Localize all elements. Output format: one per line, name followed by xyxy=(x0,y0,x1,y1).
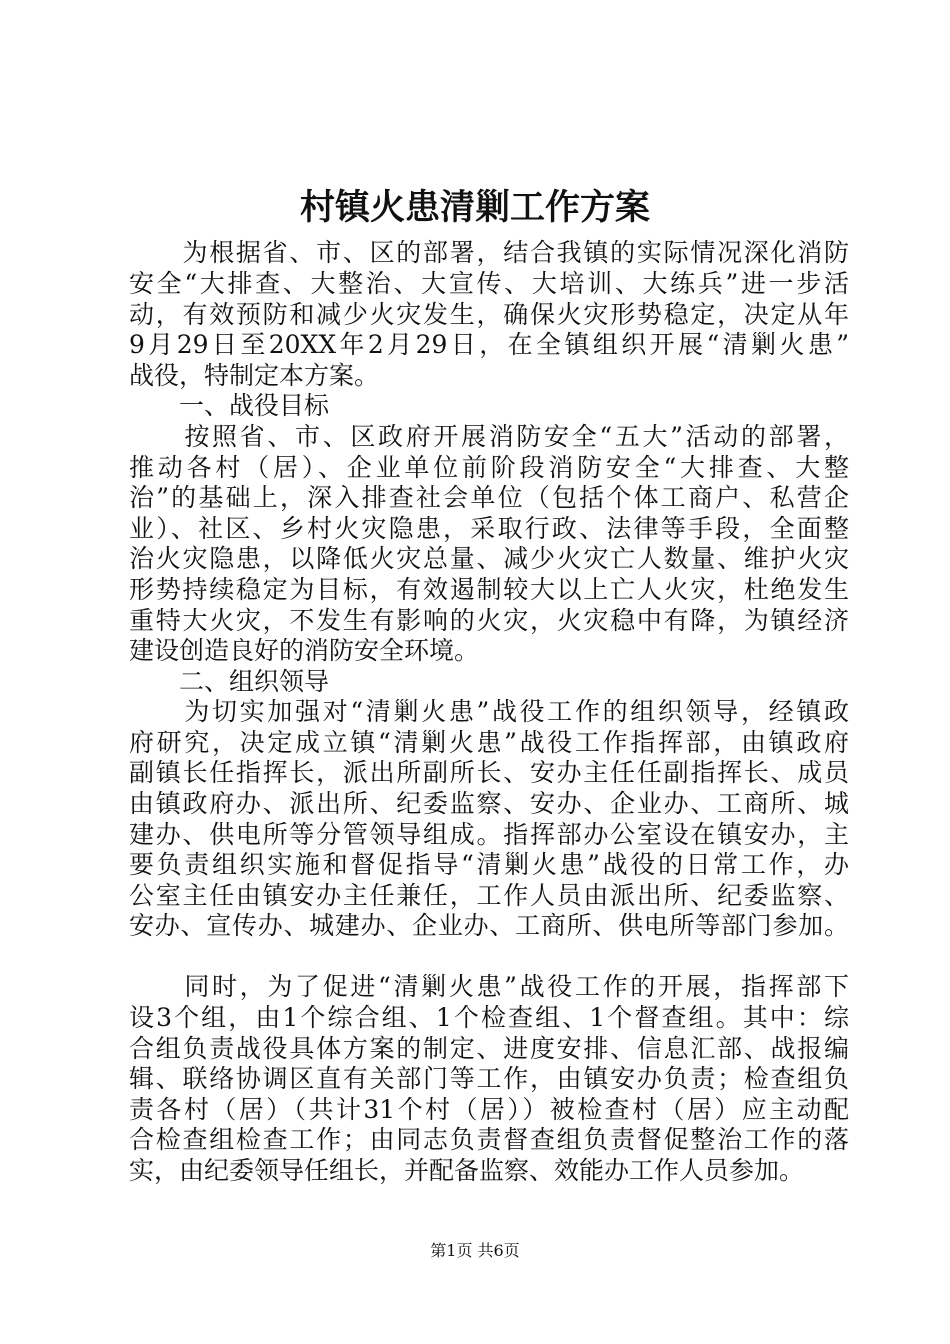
body-line: 要负责组织实施和督促指导“清剿火患”战役的日常工作，办 xyxy=(129,850,849,879)
body-line: 治”的基础上，深入排查社会单位（包括个体工商户、私营企 xyxy=(129,483,849,512)
body-line: 合检查组检查工作；由同志负责督查组负责督促整治工作的落 xyxy=(129,1125,849,1154)
body-line: 按照省、市、区政府开展消防安全“五大”活动的部署， xyxy=(129,422,849,451)
body-line: 动，有效预防和减少火灾发生，确保火灾形势稳定，决定从年 xyxy=(129,300,849,329)
body-line: 责各村（居）（共计31个村（居））被检查村（居）应主动配 xyxy=(129,1095,849,1124)
body-line: 安办、宣传办、城建办、企业办、工商所、供电所等部门参加。 xyxy=(129,911,849,940)
body-line: 由镇政府办、派出所、纪委监察、安办、企业办、工商所、城 xyxy=(129,789,849,818)
body-line: 重特大火灾，不发生有影响的火灾，火灾稳中有降，为镇经济 xyxy=(129,606,849,635)
body-line: 为根据省、市、区的部署，结合我镇的实际情况深化消防 xyxy=(129,238,849,267)
body-line: 设3个组，由1个综合组、1个检查组、1个督查组。其中：综 xyxy=(129,1003,849,1032)
body-line: 建办、供电所等分管领导组成。指挥部办公室设在镇安办，主 xyxy=(129,820,849,849)
body-line: 同时，为了促进“清剿火患”战役工作的开展，指挥部下 xyxy=(129,972,849,1001)
body-line: 府研究，决定成立镇“清剿火患”战役工作指挥部，由镇政府 xyxy=(129,728,849,757)
page-footer: 第1页 共6页 xyxy=(430,1241,520,1260)
body-line: 实，由纪委领导任组长，并配备监察、效能办工作人员参加。 xyxy=(129,1156,805,1185)
body-line: 副镇长任指挥长，派出所副所长、安办主任任副指挥长、成员 xyxy=(129,758,849,787)
body-line: 9月29日至20XX年2月29日，在全镇组织开展“清剿火患” xyxy=(129,330,849,359)
body-line: 公室主任由镇安办主任兼任，工作人员由派出所、纪委监察、 xyxy=(129,881,849,910)
body-line: 安全“大排查、大整治、大宣传、大培训、大练兵”进一步活 xyxy=(129,269,849,298)
body-line: 为切实加强对“清剿火患”战役工作的组织领导，经镇政 xyxy=(129,697,849,726)
body-line: 建设创造良好的消防安全环境。 xyxy=(129,636,480,665)
section-heading: 一、战役目标 xyxy=(129,391,330,420)
body-line: 合组负责战役具体方案的制定、进度安排、信息汇部、战报编 xyxy=(129,1034,849,1063)
body-line: 治火灾隐患，以降低火灾总量、减少火灾亡人数量、维护火灾 xyxy=(129,544,849,573)
document-title: 村镇火患清剿工作方案 xyxy=(299,187,650,228)
body-line: 业）、社区、乡村火灾隐患，采取行政、法律等手段，全面整 xyxy=(129,514,849,543)
body-line: 战役，特制定本方案。 xyxy=(129,361,380,390)
section-heading: 二、组织领导 xyxy=(129,667,330,696)
body-line: 辑、联络协调区直有关部门等工作，由镇安办负责；检查组负 xyxy=(129,1064,849,1093)
body-line: 推动各村（居）、企业单位前阶段消防安全“大排查、大整 xyxy=(129,453,849,482)
body-line: 形势持续稳定为目标，有效遏制较大以上亡人火灾，杜绝发生 xyxy=(129,575,849,604)
